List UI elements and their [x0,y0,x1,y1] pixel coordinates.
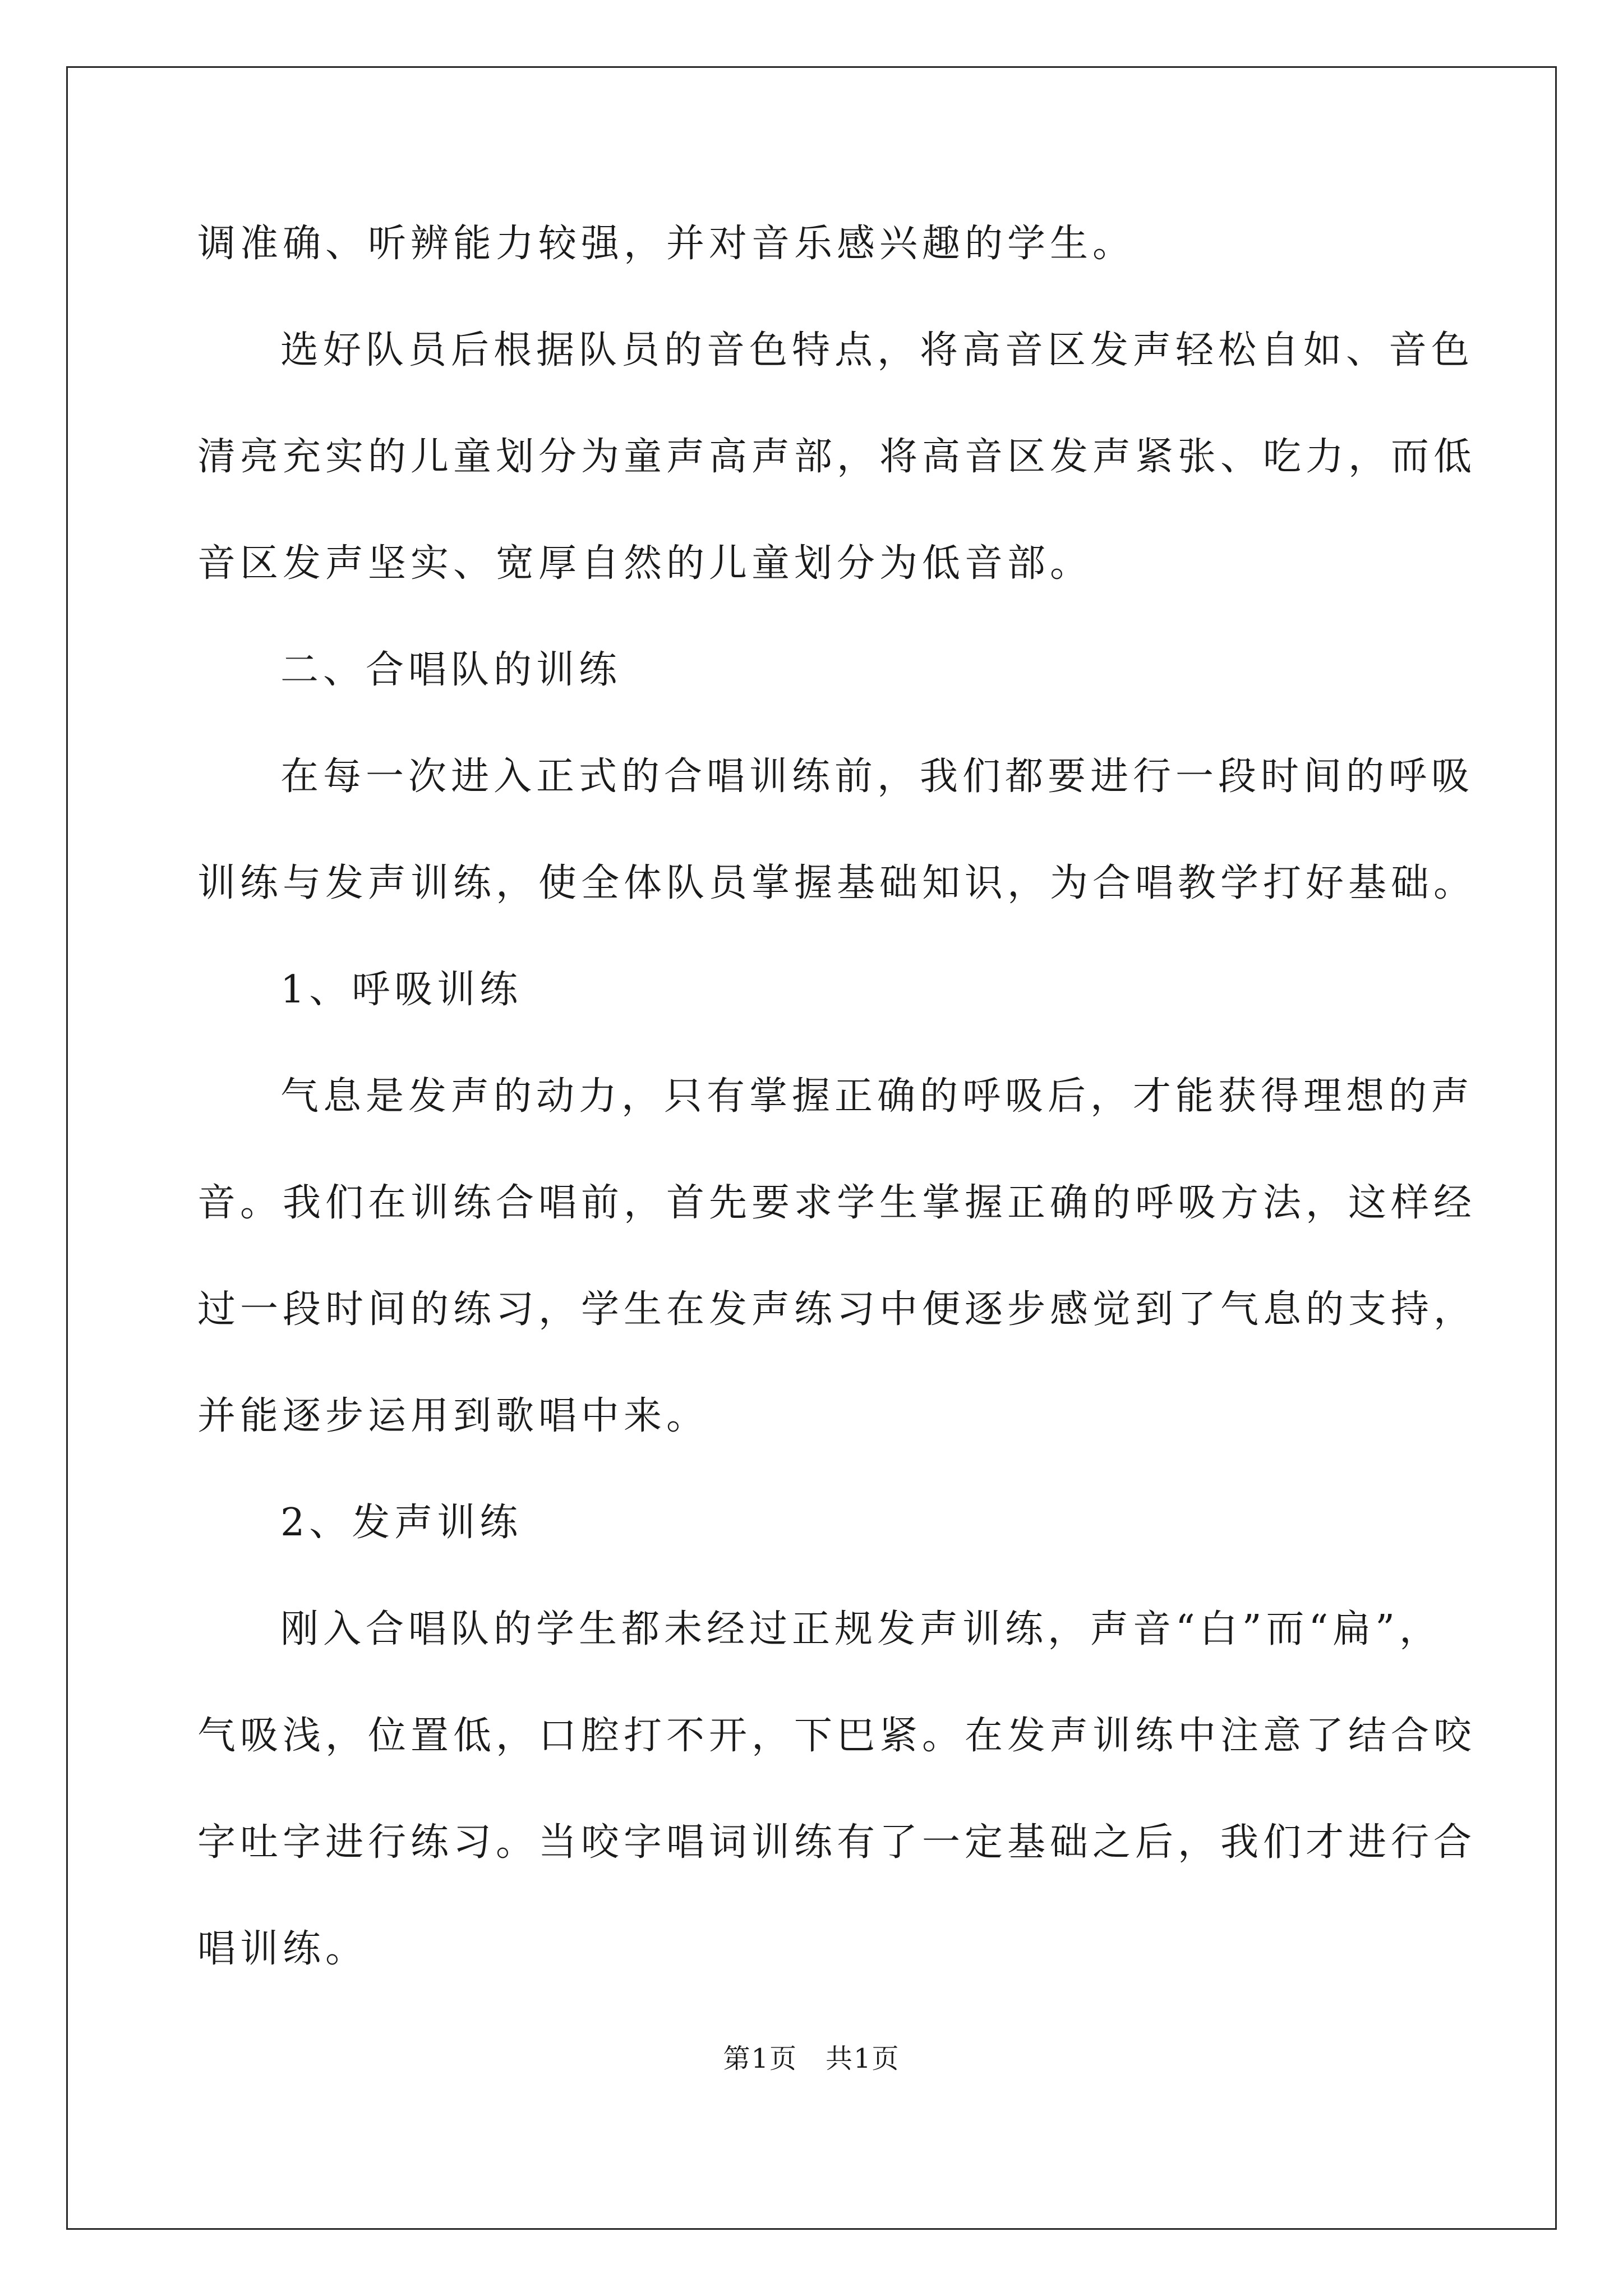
paragraph-line: 选好队员后根据队员的音色特点，将高音区发声轻松自如、音色 [280,328,1474,372]
paragraph-line: 音。我们在训练合唱前，首先要求学生掌握正确的呼吸方法，这样经 [197,1181,1477,1225]
paragraph-line: 调准确、听辨能力较强，并对音乐感兴趣的学生。 [197,222,1136,266]
document-body [197,191,1477,2003]
paragraph-line: 过一段时间的练习，学生在发声练习中便逐步感觉到了气息的支持， [197,1287,1477,1332]
paragraph [197,1470,1431,1576]
paragraph-line: 清亮充实的儿童划分为童声高声部，将高音区发声紧张、吃力，而低 [197,435,1477,479]
paragraph-line: 2、发声训练 [280,1501,523,1545]
paragraph [197,1043,1477,1470]
paragraph [197,724,1477,937]
paragraph-line: 二、合唱队的训练 [280,648,622,692]
paragraph-line: 并能逐步运用到歌唱中来。 [197,1394,709,1438]
paragraph [197,297,1477,617]
paragraph-line: 音区发声坚实、宽厚自然的儿童划分为低音部。 [197,541,1093,586]
paragraph-line: 在每一次进入正式的合唱训练前，我们都要进行一段时间的呼吸 [280,754,1474,799]
paragraph-line: 1、呼吸训练 [280,968,523,1012]
paragraph-line: 气吸浅，位置低，口腔打不开，下巴紧。在发声训练中注意了结合咬 [197,1714,1477,1758]
page-footer: 第1页 共1页 [723,2043,900,2074]
paragraph-line: 唱训练。 [197,1927,368,1971]
paragraph-line: 刚入合唱队的学生都未经过正规发声训练，声音“白”而“扁”， [280,1607,1442,1651]
paragraph [197,617,1431,724]
paragraph [197,1576,1477,2003]
paragraph-line: 训练与发声训练，使全体队员掌握基础知识，为合唱教学打好基础。 [197,861,1477,905]
paragraph-line: 字吐字进行练习。当咬字唱词训练有了一定基础之后，我们才进行合 [197,1820,1477,1865]
paragraph [197,937,1431,1043]
paragraph-line: 气息是发声的动力，只有掌握正确的呼吸后，才能获得理想的声 [280,1074,1474,1119]
paragraph [197,191,1431,297]
